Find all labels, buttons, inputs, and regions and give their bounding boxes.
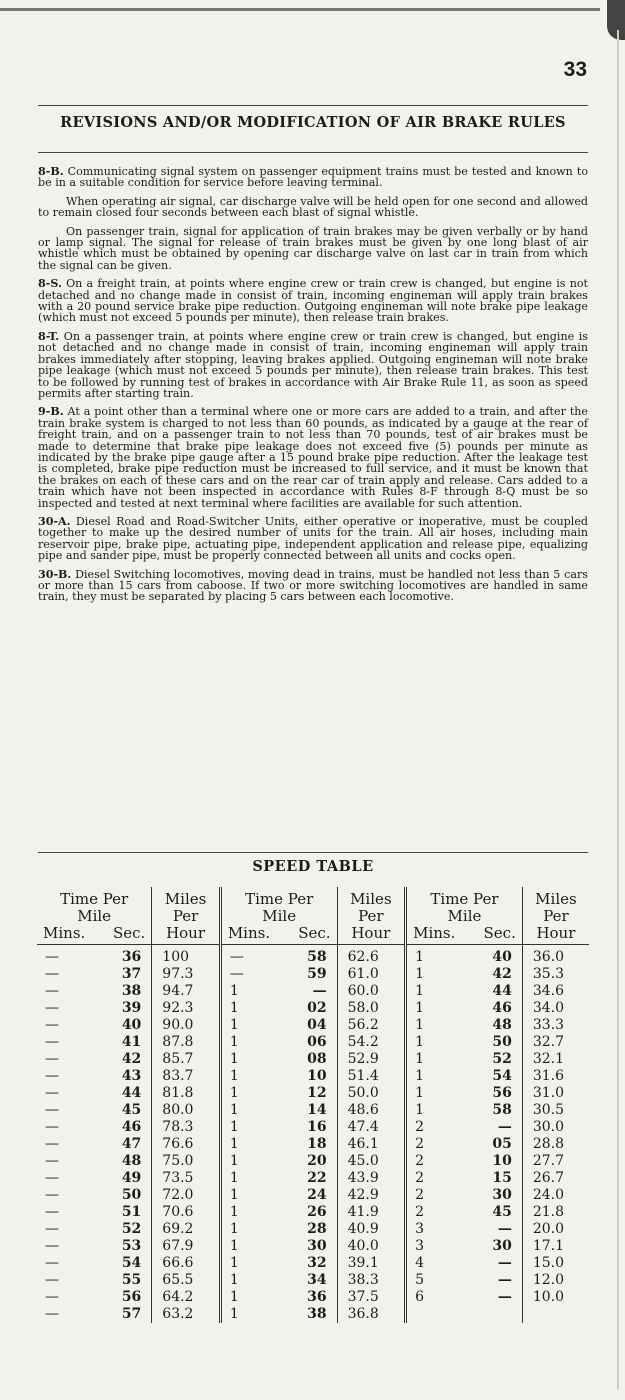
minutes-cell: — bbox=[45, 1068, 59, 1084]
seconds-cell: 20 bbox=[272, 1153, 337, 1170]
minutes-cell: 1 bbox=[229, 1204, 239, 1220]
mph-cell: 40.0 bbox=[337, 1238, 406, 1255]
mph-cell: 90.0 bbox=[152, 1017, 221, 1034]
minutes-cell: 1 bbox=[415, 1051, 425, 1067]
seconds-cell: 58 bbox=[272, 945, 337, 967]
header-mph-1: Miles Per Hour bbox=[152, 887, 221, 945]
mph-cell: 100 bbox=[152, 945, 221, 967]
minutes-cell: 1 bbox=[229, 1068, 239, 1084]
speed-row bbox=[37, 1272, 589, 1289]
minutes-cell: — bbox=[45, 1306, 59, 1322]
minutes-cell: — bbox=[45, 1017, 59, 1033]
minutes-cell bbox=[406, 1306, 450, 1323]
minutes-cell: 1 bbox=[229, 1085, 239, 1101]
minutes-cell: — bbox=[45, 1187, 59, 1203]
minutes-cell: 1 bbox=[229, 1170, 239, 1186]
seconds-cell: 48 bbox=[86, 1153, 152, 1170]
rule-text: Diesel Road and Road-Switcher Units, either operative or inoperative, must be coupled together to make up the desired number of units for the train. All air hoses, including main reservoir pipe, brake pipe, actuating pipe, independent application and release pipe, equalizing pipe and sander pipe, must be properly connected between all units and cocks open. bbox=[38, 514, 588, 563]
mph-cell: 64.2 bbox=[152, 1289, 221, 1306]
seconds-cell: 10 bbox=[450, 1153, 522, 1170]
minutes-cell: — bbox=[45, 949, 59, 965]
minutes-cell: — bbox=[45, 1034, 59, 1050]
minutes-cell: 1 bbox=[229, 1187, 239, 1203]
mph-cell: 81.8 bbox=[152, 1085, 221, 1102]
minutes-cell: 1 bbox=[229, 1034, 239, 1050]
mph-cell: 28.8 bbox=[532, 1136, 565, 1152]
rule-paragraph bbox=[38, 278, 588, 324]
mph-cell: 32.7 bbox=[532, 1034, 565, 1050]
rule-number: 8-B. bbox=[38, 165, 64, 178]
rule-number: 8-S. bbox=[38, 277, 62, 291]
rule-text: On a passenger train, at points where engine crew or train crew is changed, but engine is not detached and no change made in consist of train, incoming engineman will apply train brakes immediately after stopping, leaving brakes applied. Outgoing engineman will note brake pipe leakage (which must not exceed 5 pounds per minute), then release train brakes. This test to be followed by running test of brakes in accordance with Air Brake Rule 11, as soon as speed permits after starting train. bbox=[38, 329, 588, 400]
speed-table bbox=[37, 887, 589, 1323]
seconds-cell: 44 bbox=[450, 983, 522, 1000]
seconds-cell: 06 bbox=[272, 1034, 337, 1051]
mph-cell: 17.1 bbox=[532, 1238, 565, 1254]
mph-cell: 21.8 bbox=[532, 1204, 565, 1220]
speed-row bbox=[37, 966, 589, 983]
heading-rule-top bbox=[38, 105, 588, 106]
page-corner bbox=[607, 0, 625, 40]
mph-cell: 80.0 bbox=[152, 1102, 221, 1119]
header-mins: Mins. bbox=[227, 924, 271, 942]
minutes-cell: — bbox=[45, 1136, 59, 1152]
speed-row bbox=[37, 1255, 589, 1272]
mph-cell bbox=[522, 1306, 589, 1323]
mph-cell: 97.3 bbox=[152, 966, 221, 983]
mph-cell: 31.6 bbox=[532, 1068, 565, 1084]
section-heading: REVISIONS AND/OR MODIFICATION OF AIR BRAKE RULES bbox=[60, 114, 566, 131]
seconds-cell: 26 bbox=[272, 1204, 337, 1221]
table-rule-top bbox=[38, 852, 588, 853]
minutes-cell: — bbox=[45, 1289, 59, 1305]
mph-cell: 67.9 bbox=[152, 1238, 221, 1255]
speed-row bbox=[37, 1238, 589, 1255]
mph-cell: 12.0 bbox=[532, 1272, 565, 1288]
seconds-cell: — bbox=[450, 1255, 522, 1272]
minutes-cell: — bbox=[45, 1153, 59, 1169]
mph-cell: 27.7 bbox=[532, 1153, 565, 1169]
minutes-cell: — bbox=[45, 1000, 59, 1016]
minutes-cell: — bbox=[45, 966, 59, 982]
mph-cell: 33.3 bbox=[532, 1017, 565, 1033]
mph-cell: 36.0 bbox=[532, 949, 565, 965]
minutes-cell: — bbox=[45, 1272, 59, 1288]
seconds-cell: 57 bbox=[86, 1306, 152, 1323]
minutes-cell: 1 bbox=[415, 983, 425, 999]
speed-row bbox=[37, 983, 589, 1000]
mph-cell: 40.9 bbox=[337, 1221, 406, 1238]
rule-text: When operating air signal, car discharge valve will be held open for one second and allowed to remain closed four seconds between each blast of signal whistle. bbox=[38, 194, 588, 220]
mph-cell: 70.6 bbox=[152, 1204, 221, 1221]
speed-table-body bbox=[37, 945, 589, 1324]
rule-paragraph bbox=[38, 331, 588, 399]
seconds-cell: — bbox=[272, 983, 337, 1000]
mph-cell: 75.0 bbox=[152, 1153, 221, 1170]
header-sec: Sec. bbox=[298, 924, 331, 942]
speed-row bbox=[37, 1102, 589, 1119]
rule-number: 9-B. bbox=[38, 405, 64, 419]
mph-cell: 34.6 bbox=[532, 983, 565, 999]
seconds-cell: 30 bbox=[272, 1238, 337, 1255]
rule-paragraph bbox=[38, 196, 588, 219]
minutes-cell: 6 bbox=[415, 1289, 425, 1305]
minutes-cell: — bbox=[45, 1119, 59, 1135]
mph-cell: 69.2 bbox=[152, 1221, 221, 1238]
minutes-cell: 3 bbox=[415, 1221, 425, 1237]
mph-cell: 31.0 bbox=[532, 1085, 565, 1101]
header-time-per-mile-2: Time Per Mile Mins. Sec. bbox=[220, 887, 337, 945]
mph-cell: 15.0 bbox=[532, 1255, 565, 1271]
mph-cell: 54.2 bbox=[337, 1034, 406, 1051]
mph-cell: 30.0 bbox=[532, 1119, 565, 1135]
rule-paragraph bbox=[38, 166, 588, 189]
rule-text: At a point other than a terminal where one or more cars are added to a train, and after the train brake system is charged to not less than 60 pounds, as indicated by a gauge at the rear of freight train, and on a passenger train to not less than 70 pounds, test of air brakes must be made to determine that brake pipe leakage does not exceed five (5) pounds per minute as indicated by the brake pipe gauge after a 15 pound brake pipe reduction. After the leakage test is completed, brake pipe reduction must be increased to full service, and it must be known that the brakes on each of these cars and on the rear car of train apply and release. Cars added to a train which have not been inspected in accordance with Rules 8-F through 8-Q must be so inspected and tested at next terminal where facilities are available for such attention. bbox=[38, 405, 588, 510]
header-mins: Mins. bbox=[413, 924, 456, 942]
speed-row bbox=[37, 1136, 589, 1153]
minutes-cell: 3 bbox=[415, 1238, 425, 1254]
speed-row bbox=[37, 1204, 589, 1221]
minutes-cell: 2 bbox=[415, 1204, 425, 1220]
seconds-cell: — bbox=[450, 1221, 522, 1238]
minutes-cell: 1 bbox=[229, 1136, 239, 1152]
mph-cell: 72.0 bbox=[152, 1187, 221, 1204]
mph-cell: 63.2 bbox=[152, 1306, 221, 1323]
minutes-cell: — bbox=[45, 1221, 59, 1237]
minutes-cell: — bbox=[229, 966, 244, 982]
mph-cell: 38.3 bbox=[337, 1272, 406, 1289]
minutes-cell: 2 bbox=[415, 1187, 425, 1203]
top-edge-line bbox=[0, 8, 600, 11]
page-edge bbox=[617, 30, 619, 1390]
mph-cell: 73.5 bbox=[152, 1170, 221, 1187]
minutes-cell: — bbox=[45, 983, 59, 999]
seconds-cell: 30 bbox=[450, 1238, 522, 1255]
seconds-cell: 18 bbox=[272, 1136, 337, 1153]
seconds-cell: 48 bbox=[450, 1017, 522, 1034]
seconds-cell: 44 bbox=[86, 1085, 152, 1102]
minutes-cell: 1 bbox=[415, 1068, 425, 1084]
speed-row bbox=[37, 1306, 589, 1323]
mph-cell: 83.7 bbox=[152, 1068, 221, 1085]
seconds-cell: 51 bbox=[86, 1204, 152, 1221]
mph-cell: 62.6 bbox=[337, 945, 406, 967]
mph-cell: 36.8 bbox=[337, 1306, 406, 1323]
speed-row bbox=[37, 1187, 589, 1204]
seconds-cell: 38 bbox=[86, 983, 152, 1000]
seconds-cell: 59 bbox=[272, 966, 337, 983]
speed-row bbox=[37, 1170, 589, 1187]
mph-cell: 78.3 bbox=[152, 1119, 221, 1136]
seconds-cell: 52 bbox=[86, 1221, 152, 1238]
seconds-cell: 16 bbox=[272, 1119, 337, 1136]
speed-row bbox=[37, 1068, 589, 1085]
rule-paragraph bbox=[38, 226, 588, 272]
mph-cell: 50.0 bbox=[337, 1085, 406, 1102]
minutes-cell: 1 bbox=[229, 1017, 239, 1033]
rule-text: On passenger train, signal for application of train brakes may be given verbally or by hand or lamp signal. The signal for release of train brakes must be given by one long blast of air whistle which must be obtained by opening car discharge valve on last car in train from which the signal can be given. bbox=[38, 224, 588, 272]
header-time-per-mile-1: Time Per Mile Mins. Sec. bbox=[37, 887, 152, 945]
minutes-cell: 2 bbox=[415, 1170, 425, 1186]
speed-row bbox=[37, 1085, 589, 1102]
speed-row bbox=[37, 1034, 589, 1051]
seconds-cell: 40 bbox=[86, 1017, 152, 1034]
seconds-cell: 04 bbox=[272, 1017, 337, 1034]
seconds-cell: 52 bbox=[450, 1051, 522, 1068]
speed-table-title: SPEED TABLE bbox=[252, 858, 374, 875]
seconds-cell: 46 bbox=[86, 1119, 152, 1136]
seconds-cell: 56 bbox=[86, 1289, 152, 1306]
mph-cell: 43.9 bbox=[337, 1170, 406, 1187]
minutes-cell: — bbox=[45, 1255, 59, 1271]
minutes-cell: 4 bbox=[415, 1255, 425, 1271]
seconds-cell: 53 bbox=[86, 1238, 152, 1255]
mph-cell: 48.6 bbox=[337, 1102, 406, 1119]
mph-cell: 30.5 bbox=[532, 1102, 565, 1118]
minutes-cell: 1 bbox=[229, 1238, 239, 1254]
header-mph-2: Miles Per Hour bbox=[337, 887, 406, 945]
minutes-cell: 2 bbox=[415, 1119, 425, 1135]
seconds-cell bbox=[450, 1306, 522, 1323]
seconds-cell: 08 bbox=[272, 1051, 337, 1068]
minutes-cell: 1 bbox=[415, 1102, 425, 1118]
mph-cell: 76.6 bbox=[152, 1136, 221, 1153]
minutes-cell: — bbox=[45, 1170, 59, 1186]
minutes-cell: 1 bbox=[229, 1102, 239, 1118]
mph-cell: 32.1 bbox=[532, 1051, 565, 1067]
speed-row bbox=[37, 1153, 589, 1170]
seconds-cell: 50 bbox=[86, 1187, 152, 1204]
mph-cell: 47.4 bbox=[337, 1119, 406, 1136]
minutes-cell: 1 bbox=[229, 1000, 239, 1016]
seconds-cell: 14 bbox=[272, 1102, 337, 1119]
mph-cell: 56.2 bbox=[337, 1017, 406, 1034]
mph-cell: 58.0 bbox=[337, 1000, 406, 1017]
minutes-cell: — bbox=[229, 949, 244, 965]
header-sec: Sec. bbox=[483, 924, 516, 942]
rule-number: 8-T. bbox=[38, 329, 60, 343]
minutes-cell: 1 bbox=[229, 1153, 239, 1169]
mph-cell: 35.3 bbox=[532, 966, 565, 982]
rules-body bbox=[38, 166, 588, 610]
minutes-cell: 1 bbox=[229, 1119, 239, 1135]
minutes-cell: 1 bbox=[229, 1255, 239, 1271]
speed-row bbox=[37, 945, 589, 967]
mph-cell: 46.1 bbox=[337, 1136, 406, 1153]
mph-cell: 39.1 bbox=[337, 1255, 406, 1272]
rule-paragraph bbox=[38, 406, 588, 509]
minutes-cell: 1 bbox=[229, 1289, 239, 1305]
seconds-cell: 56 bbox=[450, 1085, 522, 1102]
mph-cell: 51.4 bbox=[337, 1068, 406, 1085]
seconds-cell: 50 bbox=[450, 1034, 522, 1051]
speed-table-header bbox=[37, 887, 589, 945]
minutes-cell: 1 bbox=[415, 1017, 425, 1033]
minutes-cell: 1 bbox=[415, 949, 425, 965]
seconds-cell: 32 bbox=[272, 1255, 337, 1272]
seconds-cell: — bbox=[450, 1119, 522, 1136]
mph-cell: 87.8 bbox=[152, 1034, 221, 1051]
mph-cell: 24.0 bbox=[532, 1187, 565, 1203]
seconds-cell: 39 bbox=[86, 1000, 152, 1017]
seconds-cell: 40 bbox=[450, 945, 522, 967]
seconds-cell: 24 bbox=[272, 1187, 337, 1204]
seconds-cell: 45 bbox=[86, 1102, 152, 1119]
seconds-cell: 36 bbox=[272, 1289, 337, 1306]
mph-cell: 60.0 bbox=[337, 983, 406, 1000]
rule-text: Communicating signal system on passenger equipment trains must be tested and known to be in a suitable condition for service before leaving terminal. bbox=[38, 165, 588, 190]
seconds-cell: 42 bbox=[86, 1051, 152, 1068]
mph-cell: 92.3 bbox=[152, 1000, 221, 1017]
seconds-cell: 12 bbox=[272, 1085, 337, 1102]
minutes-cell: — bbox=[45, 1051, 59, 1067]
header-mins: Mins. bbox=[43, 924, 86, 942]
seconds-cell: 43 bbox=[86, 1068, 152, 1085]
rule-text: On a freight train, at points where engine crew or train crew is changed, but engine is not detached and no change made in consist of train, incoming engineman will apply train brakes with a 20 pound service brake pipe reduction. Outgoing engineman will note brake pipe leakage (which must not exceed 5 pounds per minute), then release train brakes. bbox=[38, 277, 588, 325]
rule-number: 30-A. bbox=[38, 514, 71, 528]
mph-cell: 42.9 bbox=[337, 1187, 406, 1204]
header-time-per-mile-3: Time Per Mile Mins. Sec. bbox=[406, 887, 523, 945]
seconds-cell: 10 bbox=[272, 1068, 337, 1085]
seconds-cell: 30 bbox=[450, 1187, 522, 1204]
minutes-cell: 1 bbox=[415, 1034, 425, 1050]
seconds-cell: — bbox=[450, 1289, 522, 1306]
seconds-cell: 05 bbox=[450, 1136, 522, 1153]
mph-cell: 20.0 bbox=[532, 1221, 565, 1237]
speed-row bbox=[37, 1051, 589, 1068]
minutes-cell: 1 bbox=[229, 983, 239, 999]
seconds-cell: 15 bbox=[450, 1170, 522, 1187]
seconds-cell: 47 bbox=[86, 1136, 152, 1153]
mph-cell: 66.6 bbox=[152, 1255, 221, 1272]
seconds-cell: 02 bbox=[272, 1000, 337, 1017]
seconds-cell: 49 bbox=[86, 1170, 152, 1187]
mph-cell: 41.9 bbox=[337, 1204, 406, 1221]
rule-text: Diesel Switching locomotives, moving dead in trains, must be handled not less than 5 cars or more than 15 cars from caboose. If two or more switching locomotives are handled in same train, they must be separated by placing 5 cars between each locomotive. bbox=[38, 567, 588, 604]
seconds-cell: 55 bbox=[86, 1272, 152, 1289]
minutes-cell: 1 bbox=[229, 1272, 239, 1288]
minutes-cell: 1 bbox=[229, 1306, 239, 1322]
seconds-cell: 42 bbox=[450, 966, 522, 983]
minutes-cell: 1 bbox=[229, 1221, 239, 1237]
header-mph-3: Miles Per Hour bbox=[522, 887, 589, 945]
seconds-cell: 54 bbox=[86, 1255, 152, 1272]
minutes-cell: 1 bbox=[415, 966, 425, 982]
minutes-cell: 2 bbox=[415, 1153, 425, 1169]
header-sec: Sec. bbox=[112, 924, 146, 942]
mph-cell: 61.0 bbox=[337, 966, 406, 983]
minutes-cell: 1 bbox=[415, 1085, 425, 1101]
seconds-cell: 45 bbox=[450, 1204, 522, 1221]
seconds-cell: 38 bbox=[272, 1306, 337, 1323]
mph-cell: 26.7 bbox=[532, 1170, 565, 1186]
rule-number: 30-B. bbox=[38, 567, 72, 581]
speed-row bbox=[37, 1119, 589, 1136]
speed-row bbox=[37, 1221, 589, 1238]
page-number: 33 bbox=[563, 58, 587, 81]
speed-row bbox=[37, 1289, 589, 1306]
minutes-cell: 2 bbox=[415, 1136, 425, 1152]
seconds-cell: — bbox=[450, 1272, 522, 1289]
mph-cell: 85.7 bbox=[152, 1051, 221, 1068]
seconds-cell: 41 bbox=[86, 1034, 152, 1051]
seconds-cell: 37 bbox=[86, 966, 152, 983]
mph-cell: 45.0 bbox=[337, 1153, 406, 1170]
mph-cell: 37.5 bbox=[337, 1289, 406, 1306]
rule-paragraph bbox=[38, 569, 588, 603]
minutes-cell: 5 bbox=[415, 1272, 425, 1288]
mph-cell: 10.0 bbox=[532, 1289, 565, 1305]
minutes-cell: — bbox=[45, 1102, 59, 1118]
seconds-cell: 36 bbox=[86, 945, 152, 967]
seconds-cell: 28 bbox=[272, 1221, 337, 1238]
minutes-cell: 1 bbox=[415, 1000, 425, 1016]
mph-cell: 34.0 bbox=[532, 1000, 565, 1016]
seconds-cell: 22 bbox=[272, 1170, 337, 1187]
minutes-cell: — bbox=[45, 1204, 59, 1220]
minutes-cell: — bbox=[45, 1085, 59, 1101]
minutes-cell: 1 bbox=[229, 1051, 239, 1067]
speed-row bbox=[37, 1000, 589, 1017]
seconds-cell: 34 bbox=[272, 1272, 337, 1289]
heading-rule-bottom bbox=[38, 152, 588, 153]
mph-cell: 94.7 bbox=[152, 983, 221, 1000]
seconds-cell: 54 bbox=[450, 1068, 522, 1085]
speed-row bbox=[37, 1017, 589, 1034]
rule-paragraph bbox=[38, 516, 588, 562]
seconds-cell: 58 bbox=[450, 1102, 522, 1119]
mph-cell: 52.9 bbox=[337, 1051, 406, 1068]
seconds-cell: 46 bbox=[450, 1000, 522, 1017]
minutes-cell: — bbox=[45, 1238, 59, 1254]
mph-cell: 65.5 bbox=[152, 1272, 221, 1289]
